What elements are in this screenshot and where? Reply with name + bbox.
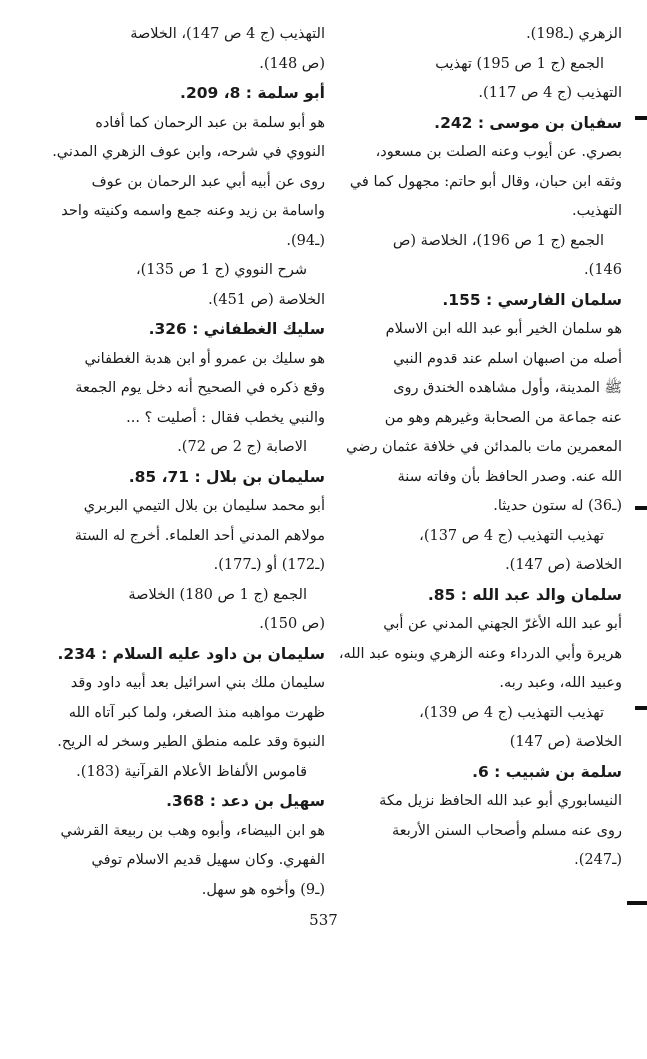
entry-heading: سفيان بن موسى : 242. (434, 113, 622, 132)
text-line: والنبي يخطب فقال : أصليت ؟ ... (126, 409, 325, 426)
text-line: (ـ36) له ستون حديثا. (493, 498, 622, 514)
text-line: قاموس الألفاظ الأعلام القرآنية (183). (76, 763, 307, 780)
text-line: شرح النووي (ج 1 ص 135)، (135, 262, 307, 278)
text-line: 146). (584, 262, 622, 278)
entry-heading: سلمان الفارسي : 155. (442, 290, 622, 309)
text-line: الجمع (ج 1 ص 196)، الخلاصة (ص (392, 232, 604, 249)
text-line: (ـ247). (574, 852, 622, 868)
text-line: تهذيب التهذيب (ج 4 ص 139)، (419, 704, 604, 721)
text-line: النبوة وقد علمه منطق الطير وسخر له الريح. (57, 734, 325, 750)
text-line: ﷺ المدينة، وأول مشاهده الخندق روى (393, 380, 622, 396)
text-line: النيسابوري أبو عبد الله الحافظ نزيل مكة (379, 793, 622, 809)
text-line: سليمان ملك بني اسرائيل بعد أبيه داود وقد (70, 675, 325, 691)
text-line: (ص 150). (259, 616, 325, 632)
text-line: هو سليك بن عمرو أو ابن هدبة الغطفاني (84, 350, 325, 367)
text-line: الاصابة (ج 2 ص 72). (177, 439, 307, 455)
text-line: الزهري (ـ198). (526, 26, 622, 42)
entry-heading: سلمان والد عبد الله : 85. (427, 585, 622, 604)
page-number: 537 (309, 911, 338, 929)
scan-mark (627, 901, 647, 905)
text-line: هو ابن البيضاء، وأبوه وهب بن ربيعة القرشي (60, 822, 325, 839)
text-line: وعبيد الله، وعبد ربه. (499, 675, 622, 691)
text-line: الله عنه. وصدر الحافظ بأن وفاته سنة (397, 468, 622, 485)
text-line: الخلاصة (ص 147). (505, 557, 622, 573)
text-line: الجمع (ج 1 ص 195) تهذيب (435, 55, 604, 72)
entry-heading: سلمة بن شبيب : 6. (472, 762, 622, 781)
entry-heading: سهيل بن دعد : 368. (166, 792, 325, 810)
text-line: بصري. عن أيوب وعنه الصلت بن مسعود، (375, 144, 622, 160)
text-line: الخلاصة (ص 147) (509, 734, 622, 750)
entry-heading: سليمان بن داود عليه السلام : 234. (57, 644, 325, 663)
text-line: (ص 148). (259, 55, 325, 72)
text-line: (ـ9) وأخوه هو سهل. (201, 881, 325, 898)
text-line: هو سلمان الخير أبو عبد الله ابن الاسلام (385, 321, 622, 337)
text-line: التهذيب (ج 4 ص 147)، الخلاصة (130, 26, 325, 42)
entry-heading: سليك الغطفاني : 326. (148, 320, 325, 338)
text-line: النووي في شرحه، وابن عوف الزهري المدني. (52, 144, 325, 160)
text-line: (ـ172) أو (ـ177). (213, 557, 325, 573)
text-line: مولاهم المدني أحد العلماء. أخرج له الستة (74, 527, 325, 544)
text-line: التهذيب (ج 4 ص 117). (478, 85, 622, 101)
text-line: الجمع (ج 1 ص 180) الخلاصة (128, 586, 307, 603)
left-column (40, 20, 325, 905)
text-line: واسامة بن زيد وعنه جمع واسمه وكنيته واحد (61, 203, 325, 219)
text-line: الخلاصة (ص 451). (208, 291, 325, 308)
scan-mark (635, 706, 647, 710)
entry-heading: سليمان بن بلال : 71، 85. (128, 467, 325, 486)
text-line: روى عن أبيه أبي عبد الرحمان بن عوف (91, 173, 325, 190)
text-line: وثقه ابن حبان، وقال أبو حاتم: مجهول كما في (349, 173, 622, 190)
text-line: الفهري. وكان سهيل قديم الاسلام توفي (91, 852, 325, 868)
right-column (337, 20, 622, 876)
text-line: وقع ذكره في الصحيح أنه دخل يوم الجمعة (75, 380, 325, 396)
text-line: تهذيب التهذيب (ج 4 ص 137)، (419, 527, 604, 544)
text-line: عنه جماعة من الصحابة وغيرهم وهو من (384, 409, 622, 426)
text-line: روى عنه مسلم وأصحاب السنن الأربعة (391, 822, 622, 839)
text-line: المعمرين مات بالمدائن في خلافة عثمان رضي (346, 439, 622, 455)
text-line: ظهرت مواهبه منذ الصغر، ولما كبر آتاه الله (68, 704, 325, 721)
text-line: هو أبو سلمة بن عبد الرحمان كما أفاده (95, 114, 325, 131)
text-line: (ـ94). (286, 232, 325, 249)
text-line: أبو عبد الله الأغرّ الجهني المدني عن أبي (383, 616, 622, 632)
scan-mark (635, 116, 647, 120)
text-line: أبو محمد سليمان بن بلال التيمي البربري (83, 498, 325, 514)
text-line: هريرة وأبي الدرداء وعنه الزهري وبنوه عبد الله، (338, 645, 622, 662)
scan-mark (635, 506, 647, 510)
text-line: أصله من اصبهان اسلم عند قدوم النبي (393, 350, 622, 367)
entry-heading: أبو سلمة : 8، 209. (180, 84, 325, 102)
text-line: التهذيب. (572, 203, 622, 219)
